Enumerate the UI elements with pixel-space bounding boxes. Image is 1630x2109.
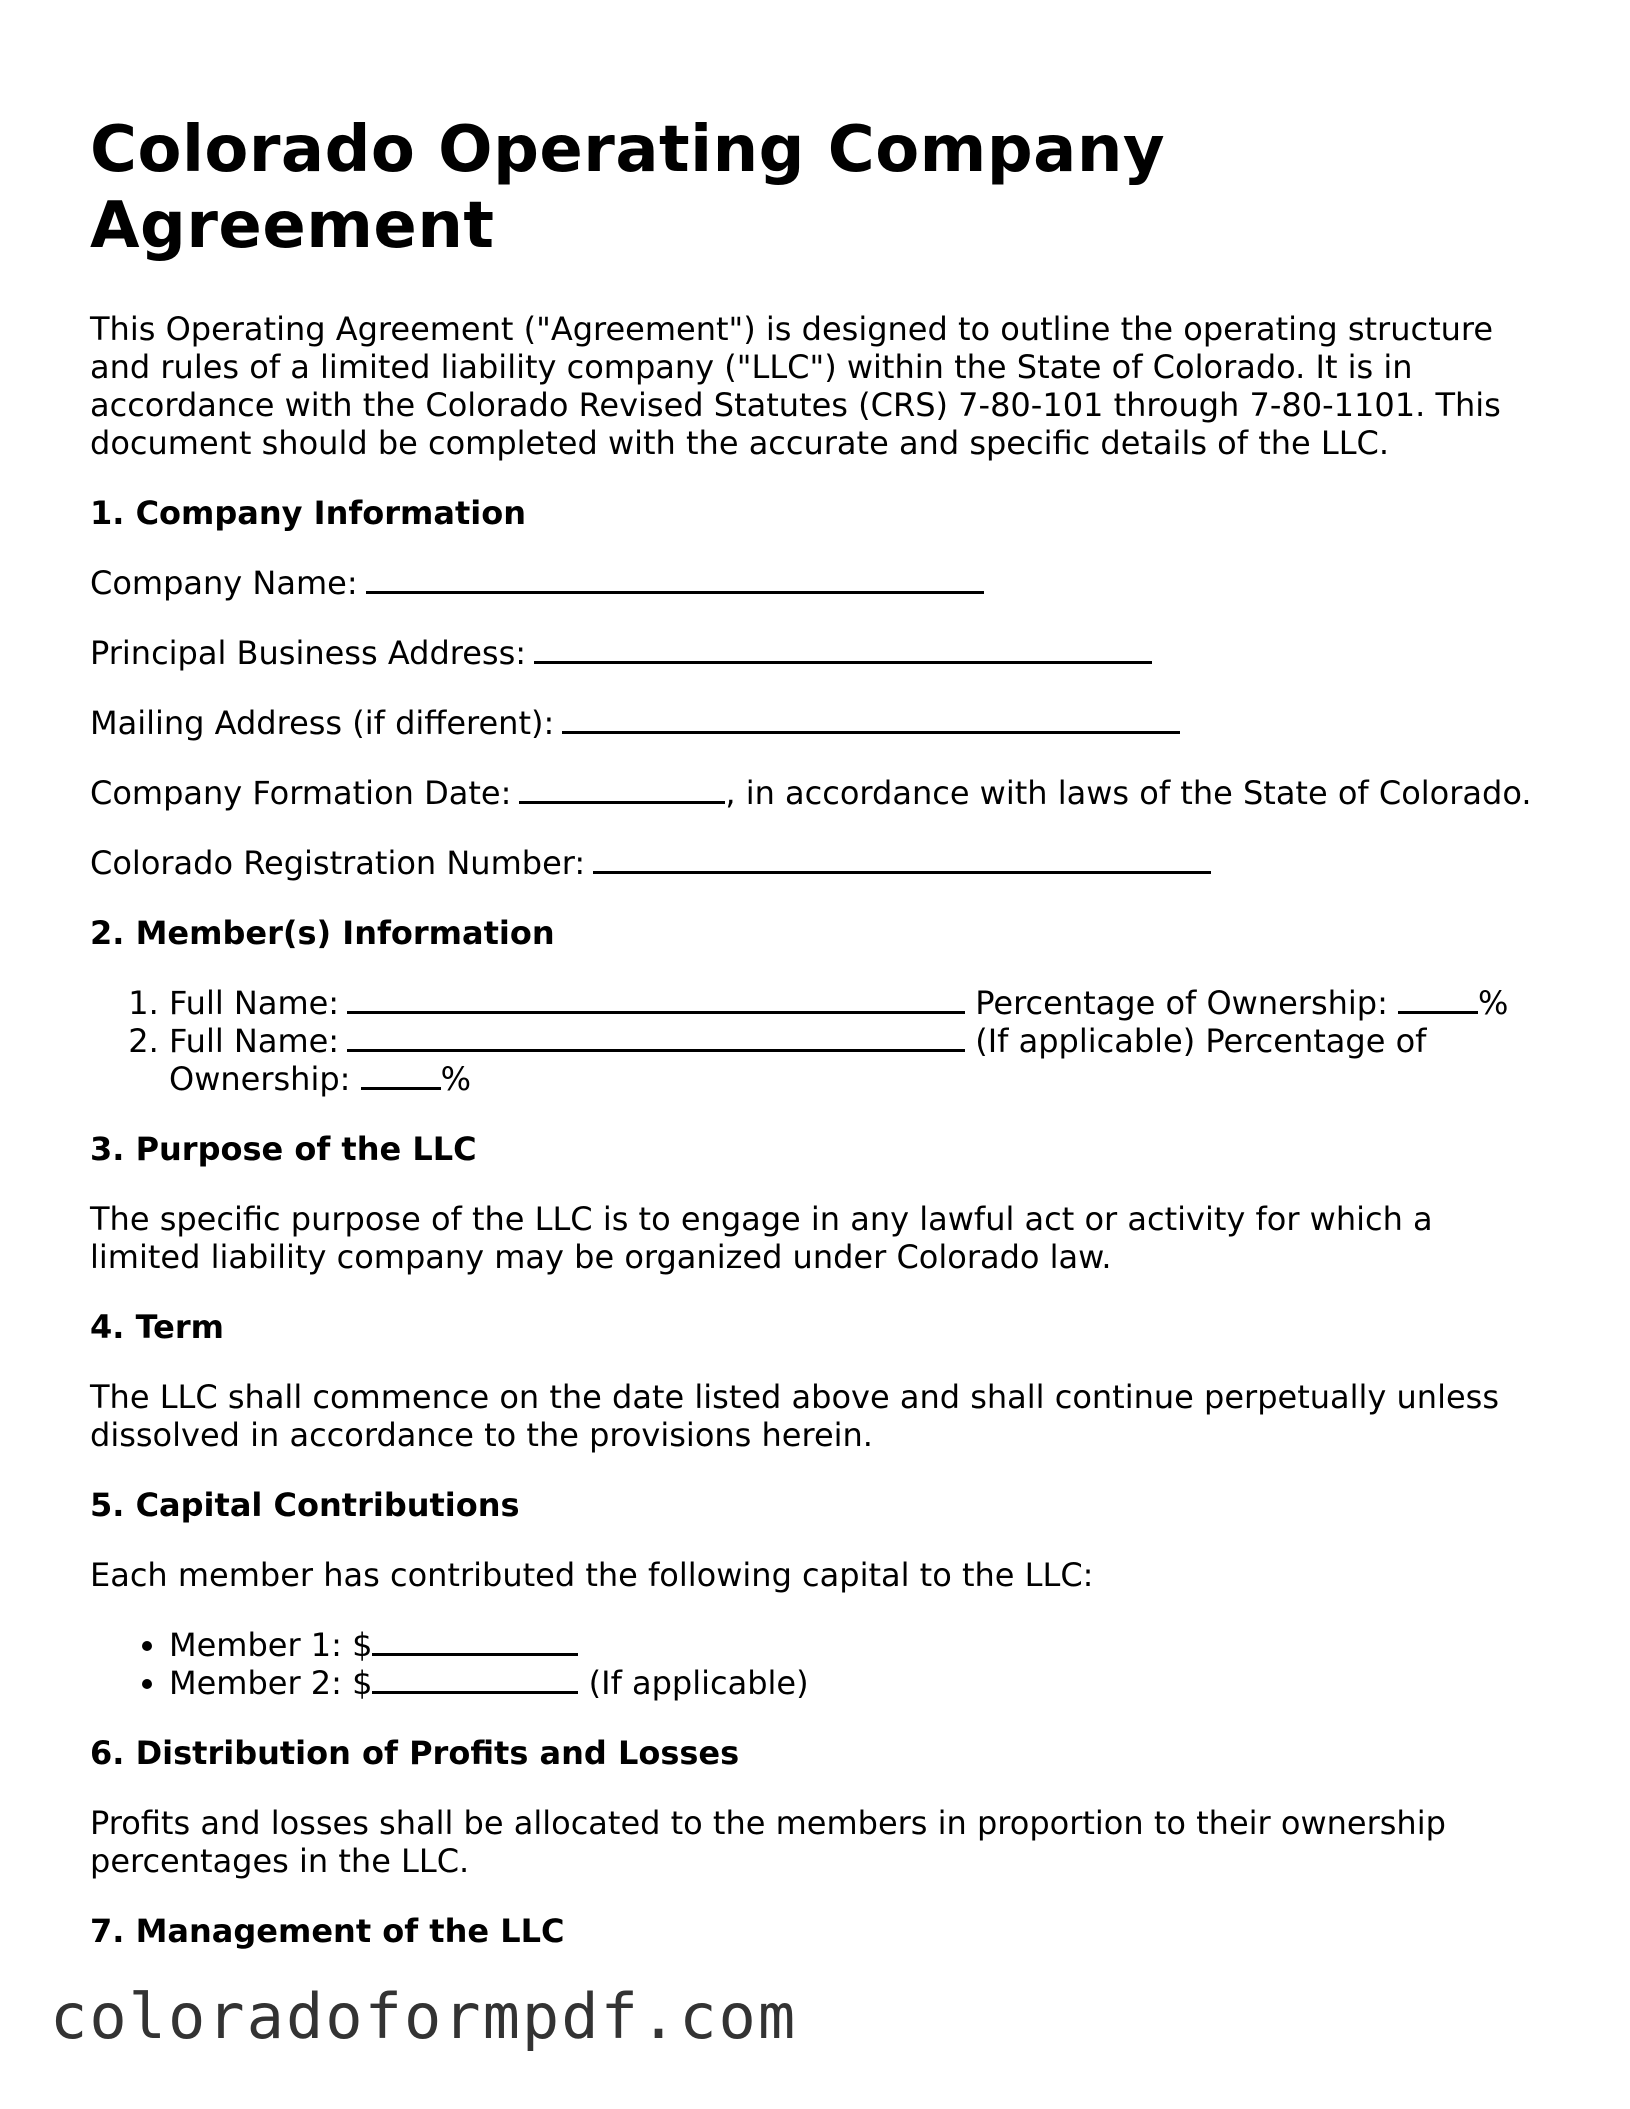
- member-list: [90, 984, 1550, 1098]
- member-1-pct-blank[interactable]: [1398, 985, 1478, 1014]
- intro-paragraph: This Operating Agreement ("Agreement") is designed to outline the operating structure and rules of a limited liability company ("LLC") within the State of Colorado. It is in accordance with the Colorado Revised Statutes (CRS) 7-80-101 through 7-80-1101. This document should be completed with the accurate and specific details of the LLC.: [90, 310, 1501, 462]
- formation-date-field: [90, 774, 1550, 812]
- registration-number-field: [90, 844, 1550, 882]
- member-2-name-blank[interactable]: [347, 1023, 965, 1052]
- capital-member-2-label: Member 2: $: [169, 1664, 373, 1702]
- section-3-body: The specific purpose of the LLC is to engage in any lawful act or activity for which a limited liability company may be organized under Colorado law.: [90, 1200, 1433, 1276]
- section-6-heading: 6. Distribution of Profits and Losses: [90, 1734, 740, 1772]
- list-item: [169, 1022, 1550, 1098]
- principal-address-blank[interactable]: [534, 635, 1152, 664]
- capital-list: [90, 1626, 1550, 1702]
- registration-number-blank[interactable]: [593, 845, 1211, 874]
- capital-member-2-suffix: (If applicable): [588, 1664, 809, 1702]
- principal-address-field: [90, 634, 1550, 672]
- formation-date-suffix: , in accordance with laws of the State of Colorado.: [725, 774, 1532, 812]
- section-1-heading: 1. Company Information: [90, 494, 526, 532]
- member-1-pct-label: Percentage of Ownership:: [975, 984, 1388, 1022]
- section-2-heading: 2. Member(s) Information: [90, 914, 555, 952]
- mailing-address-blank[interactable]: [562, 705, 1180, 734]
- section-4-body: The LLC shall commence on the date listed above and shall continue perpetually unless dissolved in accordance to the provisions herein.: [90, 1378, 1499, 1454]
- company-name-blank[interactable]: [366, 565, 984, 594]
- member-1-name-blank[interactable]: [347, 985, 965, 1014]
- capital-member-2-blank[interactable]: [372, 1665, 578, 1694]
- capital-member-1-blank[interactable]: [372, 1627, 578, 1656]
- list-item: [169, 984, 1550, 1022]
- member-1-pct-sign: %: [1478, 984, 1509, 1022]
- section-5-heading: 5. Capital Contributions: [90, 1486, 520, 1524]
- member-1-name-label: Full Name:: [169, 984, 340, 1022]
- list-item: [169, 1664, 1550, 1702]
- document-page: [90, 112, 1550, 1982]
- section-6-body: Profits and losses shall be allocated to the members in proportion to their ownership percentages in the LLC.: [90, 1804, 1446, 1880]
- page-title: Colorado Operating Company Agreement: [90, 113, 1166, 263]
- formation-date-label: Company Formation Date:: [90, 774, 512, 812]
- watermark: coloradoformpdf.com: [50, 1980, 798, 2053]
- mailing-address-field: [90, 704, 1550, 742]
- member-2-pct-blank[interactable]: [361, 1061, 441, 1090]
- section-4-heading: 4. Term: [90, 1308, 224, 1346]
- principal-address-label: Principal Business Address:: [90, 634, 527, 672]
- member-2-pct-sign: %: [440, 1060, 471, 1098]
- list-item: [169, 1626, 1550, 1664]
- mailing-address-label: Mailing Address (if different):: [90, 704, 555, 742]
- section-7-heading: 7. Management of the LLC: [90, 1912, 565, 1950]
- section-5-body: Each member has contributed the following capital to the LLC:: [90, 1556, 1094, 1594]
- capital-member-1-label: Member 1: $: [169, 1626, 373, 1664]
- section-3-heading: 3. Purpose of the LLC: [90, 1130, 477, 1168]
- company-name-label: Company Name:: [90, 564, 358, 602]
- formation-date-blank[interactable]: [519, 775, 725, 804]
- member-2-pct-label: (If applicable) Percentage of Ownership:: [169, 1022, 1427, 1098]
- member-2-name-label: Full Name:: [169, 1022, 340, 1060]
- registration-number-label: Colorado Registration Number:: [90, 844, 586, 882]
- company-name-field: [90, 564, 1550, 602]
